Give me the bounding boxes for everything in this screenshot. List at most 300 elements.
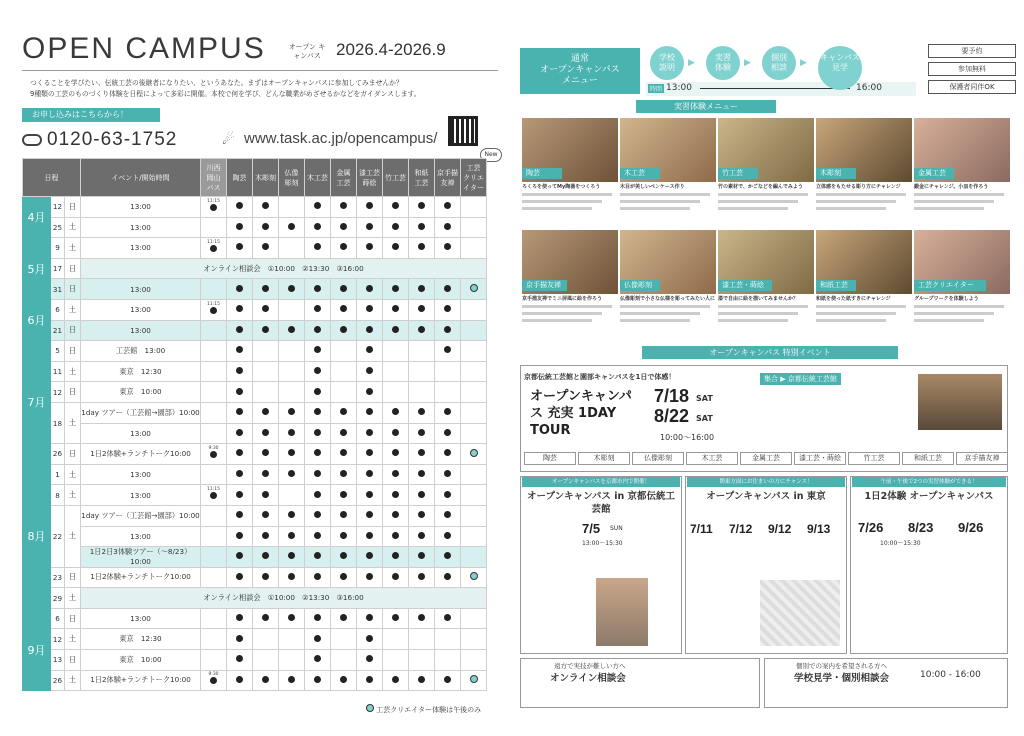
craft-cell [435, 217, 461, 238]
craft-cell [305, 567, 331, 588]
craft-cell [253, 402, 279, 423]
dow-cell: 日 [65, 382, 81, 403]
craft-cell [409, 361, 435, 382]
craft-cell [253, 505, 279, 526]
table-row [23, 547, 487, 568]
dow-cell: 日 [65, 608, 81, 629]
th-craft: 和紙 工芸 [409, 159, 435, 197]
qr-code[interactable] [448, 116, 478, 146]
day-cell: 26 [51, 444, 65, 465]
craft-cell [357, 279, 383, 300]
day-cell: 21 [51, 320, 65, 341]
dot-icon [392, 449, 399, 456]
dot-icon [236, 552, 243, 559]
dot-icon [366, 491, 373, 498]
craft-cell [357, 650, 383, 671]
craft-cell [357, 485, 383, 506]
dot-icon [288, 614, 295, 621]
day-cell: 8 [51, 485, 65, 506]
tour-date-2: 8/22 [654, 406, 690, 426]
dot-icon [314, 367, 321, 374]
twoexp-date: 8/23 [908, 520, 934, 535]
sun-label: SUN [610, 525, 623, 532]
craft-cell [435, 197, 461, 218]
dot-icon [314, 655, 321, 662]
desc-line [914, 312, 994, 315]
craft-cell [383, 547, 409, 568]
dot-icon [366, 676, 373, 683]
dot-icon [444, 511, 451, 518]
dot-icon [340, 676, 347, 683]
visit-head: 個別での案内を希望される方へ [796, 662, 887, 670]
craft-cell [409, 197, 435, 218]
craft-cell [383, 485, 409, 506]
day-cell: 6 [51, 608, 65, 629]
dot-icon [288, 429, 295, 436]
table-row [23, 299, 487, 320]
craft-cell [201, 361, 227, 382]
title-kana: オープン キャンパス [288, 43, 326, 60]
craft-cell [305, 279, 331, 300]
craft-cell [357, 608, 383, 629]
craft-cell [383, 629, 409, 650]
dot-icon [392, 408, 399, 415]
craft-cell [227, 608, 253, 629]
craft-chip: 木彫刻 [578, 452, 630, 465]
dow-cell: 日 [65, 279, 81, 300]
craft-cell [331, 238, 357, 259]
dot-icon [366, 223, 373, 230]
craft-cell [461, 197, 487, 218]
kyoto-time: 13:00～15:30 [582, 540, 623, 547]
craft-cell [461, 670, 487, 691]
craft-cell [357, 423, 383, 444]
event-cell: 1日2体験+ランチトーク10:00 [81, 670, 201, 691]
craft-cell [279, 485, 305, 506]
dot-icon [444, 470, 451, 477]
craft-cell [201, 650, 227, 671]
craft-cell [383, 299, 409, 320]
craft-cell [279, 320, 305, 341]
craft-cell [227, 505, 253, 526]
visit-title: 学校見学・個別相談会 [794, 673, 890, 684]
dot-icon [340, 202, 347, 209]
start-time: 13:00 [666, 83, 692, 93]
table-row [23, 217, 487, 238]
craft-cell [279, 670, 305, 691]
craft-cell [305, 526, 331, 547]
kyoto-photo [596, 578, 648, 646]
dot-icon [236, 470, 243, 477]
craft-cell [435, 238, 461, 259]
online-consult-cell: オンライン相談会 ①10:00 ②13:30 ③16:00 [81, 588, 487, 609]
craft-cell [357, 197, 383, 218]
craft-chip: 京手描友禅 [956, 452, 1008, 465]
craft-cell [435, 608, 461, 629]
dow-cell: 土 [65, 464, 81, 485]
kyoto-head: オープンキャンパスを京都市内で開催！ [522, 477, 680, 487]
dot-icon [262, 326, 269, 333]
teal-dot-icon [470, 284, 478, 292]
event-cell: 1day ツアー（工芸館→園部）10:00 [81, 505, 201, 526]
dot-icon [236, 676, 243, 683]
dot-icon [366, 655, 373, 662]
dot-icon [236, 655, 243, 662]
dot-icon [392, 552, 399, 559]
craft-cell [409, 382, 435, 403]
craft-cell [409, 238, 435, 259]
dot-icon [392, 202, 399, 209]
step-1: 実習 体験 [706, 46, 740, 80]
craft-cell [331, 670, 357, 691]
craft-cell [435, 402, 461, 423]
dot-icon [392, 511, 399, 518]
craft-label: 陶芸 [522, 168, 562, 179]
dot-icon [418, 408, 425, 415]
desc-line [620, 193, 710, 196]
craft-cell [435, 629, 461, 650]
dot-icon [366, 449, 373, 456]
dot-icon [392, 532, 399, 539]
craft-cell [383, 341, 409, 362]
event-cell: 13:00 [81, 299, 201, 320]
craft-cell [279, 608, 305, 629]
desc-line [522, 312, 602, 315]
table-row [23, 670, 487, 691]
day-cell: 31 [51, 279, 65, 300]
craft-cell [409, 423, 435, 444]
craft-cell [253, 567, 279, 588]
dot-icon [262, 202, 269, 209]
craft-cell [253, 485, 279, 506]
dot-icon [262, 552, 269, 559]
craft-desc: 木目が美しいペンケース作り [620, 184, 685, 190]
desc-line [620, 312, 700, 315]
arrow-icon: ▶ [688, 58, 695, 68]
time-label: 時間 [650, 86, 663, 93]
dot-icon [418, 326, 425, 333]
craft-cell [253, 423, 279, 444]
month-cell: 6月 [23, 299, 51, 340]
dot-icon [262, 243, 269, 250]
craft-cell [253, 197, 279, 218]
craft-cell [435, 382, 461, 403]
craft-cell [279, 341, 305, 362]
craft-label: 木彫刻 [816, 168, 856, 179]
craft-cell [357, 444, 383, 465]
craft-cell [409, 526, 435, 547]
craft-cell [461, 361, 487, 382]
dot-icon [262, 614, 269, 621]
craft-cell [383, 361, 409, 382]
craft-cell [357, 217, 383, 238]
craft-cell [201, 341, 227, 362]
table-row [23, 320, 487, 341]
dot-icon [340, 573, 347, 580]
craft-desc: ろくろを使ってMy陶器をつくろう [522, 184, 601, 190]
craft-cell [279, 197, 305, 218]
desc-line [718, 207, 788, 210]
craft-cell [227, 650, 253, 671]
craft-cell [461, 382, 487, 403]
dot-icon [418, 573, 425, 580]
craft-cell [201, 629, 227, 650]
twoexp-head: 午前・午後で2つの実習体験ができる！ [852, 477, 1006, 487]
dot-icon [340, 552, 347, 559]
month-cell: 5月 [23, 238, 51, 300]
table-row [23, 567, 487, 588]
dot-icon [418, 285, 425, 292]
dot-icon [314, 491, 321, 498]
teal-dot-icon [470, 449, 478, 457]
desc-line [522, 319, 592, 322]
dot-icon [340, 243, 347, 250]
craft-cell [435, 361, 461, 382]
tag-0: 要予約 [928, 44, 1016, 58]
dot-icon [444, 552, 451, 559]
craft-cell [227, 382, 253, 403]
dot-icon [340, 614, 347, 621]
desc-line [522, 200, 602, 203]
craft-cell [331, 547, 357, 568]
th-event: イベント/開始時間 [81, 159, 201, 197]
dot-icon [366, 532, 373, 539]
dot-icon [444, 429, 451, 436]
craft-cell [305, 197, 331, 218]
craft-label: 金属工芸 [914, 168, 954, 179]
th-craft: 金属 工芸 [331, 159, 357, 197]
dot-icon [236, 532, 243, 539]
dot-icon [236, 408, 243, 415]
craft-cell [461, 547, 487, 568]
website-link[interactable]: www.task.ac.jp/opencampus/ [244, 130, 438, 147]
craft-cell [201, 505, 227, 526]
craft-cell [305, 650, 331, 671]
craft-cell [305, 382, 331, 403]
craft-cell [461, 526, 487, 547]
phone-number[interactable]: 0120-63-1752 [47, 129, 178, 150]
dot-icon [418, 223, 425, 230]
craft-cell [383, 402, 409, 423]
arrow-icon: ▶ [800, 58, 807, 68]
event-cell: 東京 10:00 [81, 382, 201, 403]
event-cell: 東京 10:00 [81, 650, 201, 671]
craft-cell [409, 299, 435, 320]
dot-icon [262, 223, 269, 230]
day-cell: 22 [51, 505, 65, 567]
craft-desc: 仏像彫刻で小さな仏様を彫ってみたい人に [620, 296, 716, 302]
day-cell: 23 [51, 567, 65, 588]
desc-line [620, 305, 710, 308]
dow-cell: 土 [65, 505, 81, 567]
dot-icon [366, 573, 373, 580]
dow-cell: 日 [65, 567, 81, 588]
dot-icon [340, 408, 347, 415]
day-cell: 18 [51, 402, 65, 443]
craft-cell [253, 444, 279, 465]
craft-cell [383, 279, 409, 300]
dot-icon [392, 305, 399, 312]
title-rule [22, 70, 498, 71]
craft-cell [227, 279, 253, 300]
dot-icon [314, 202, 321, 209]
jisshu-header: 実習体験メニュー [636, 100, 776, 113]
event-cell: 1day ツアー（工芸館→園部）10:00 [81, 402, 201, 423]
craft-desc: グループワークを体験しよう [914, 296, 979, 302]
desc-line [914, 200, 994, 203]
craft-cell [201, 299, 227, 320]
th-craft: 木彫刻 [253, 159, 279, 197]
craft-cell [227, 567, 253, 588]
dot-icon [392, 285, 399, 292]
visit-time: 10:00 - 16:00 [920, 670, 981, 680]
craft-cell [461, 444, 487, 465]
event-cell: 13:00 [81, 608, 201, 629]
dot-icon [314, 532, 321, 539]
table-row [23, 382, 487, 403]
craft-cell [331, 485, 357, 506]
desc-line [816, 200, 896, 203]
craft-cell [279, 505, 305, 526]
craft-cell [253, 279, 279, 300]
dot-icon [444, 449, 451, 456]
dot-icon [366, 243, 373, 250]
dot-icon [210, 492, 217, 499]
craft-cell [253, 341, 279, 362]
table-row [23, 629, 487, 650]
dot-icon [314, 676, 321, 683]
craft-cell [227, 320, 253, 341]
dot-icon [418, 243, 425, 250]
desc-line [914, 207, 984, 210]
craft-cell [357, 402, 383, 423]
dot-icon [392, 429, 399, 436]
craft-cell [357, 629, 383, 650]
craft-cell [305, 444, 331, 465]
dot-icon [392, 326, 399, 333]
craft-cell [279, 526, 305, 547]
table-row [23, 361, 487, 382]
desc-line [816, 207, 886, 210]
dot-icon [314, 305, 321, 312]
event-cell: 13:00 [81, 279, 201, 300]
menu-title: 通常 オープンキャンパス メニュー [540, 54, 620, 86]
dot-icon [262, 429, 269, 436]
craft-cell [461, 567, 487, 588]
dot-icon [392, 223, 399, 230]
craft-cell [253, 650, 279, 671]
dot-icon [314, 388, 321, 395]
craft-cell [461, 650, 487, 671]
apply-banner[interactable]: お申し込みはこちらから！ [22, 108, 160, 122]
tour-head: 京都伝統工芸館と園部キャンパスを1日で体感！ [524, 373, 676, 381]
dot-icon [418, 614, 425, 621]
craft-label: 漆工芸・蒔絵 [718, 280, 772, 291]
dot-icon [340, 285, 347, 292]
craft-cell [305, 485, 331, 506]
dot-icon [340, 491, 347, 498]
th-craft: 仏像 彫刻 [279, 159, 305, 197]
craft-cell [435, 423, 461, 444]
sat-label: SAT [696, 394, 713, 403]
craft-cell [253, 526, 279, 547]
craft-cell [227, 444, 253, 465]
craft-cell [253, 238, 279, 259]
day-cell: 13 [51, 650, 65, 671]
dot-icon [392, 573, 399, 580]
craft-cell [305, 341, 331, 362]
craft-chip: 漆工芸・蒔絵 [794, 452, 846, 465]
craft-cell [409, 464, 435, 485]
dot-icon [288, 676, 295, 683]
table-row [23, 423, 487, 444]
craft-cell [461, 629, 487, 650]
step-2: 個別 相談 [762, 46, 796, 80]
craft-cell [409, 547, 435, 568]
craft-cell [409, 670, 435, 691]
dot-icon [418, 470, 425, 477]
craft-cell [201, 382, 227, 403]
desc-line [914, 305, 1004, 308]
table-row [23, 444, 487, 465]
craft-cell [305, 320, 331, 341]
craft-cell [383, 238, 409, 259]
kyoto-title: オープンキャンパス in 京都伝統工芸館 [526, 491, 676, 515]
event-cell: 1日2体験+ランチトーク10:00 [81, 444, 201, 465]
day-cell: 12 [51, 197, 65, 218]
dot-icon [340, 511, 347, 518]
table-row [23, 526, 487, 547]
day-cell: 26 [51, 670, 65, 691]
dow-cell: 土 [65, 217, 81, 238]
dow-cell: 日 [65, 650, 81, 671]
dow-cell: 土 [65, 361, 81, 382]
craft-cell [227, 464, 253, 485]
craft-cell [409, 485, 435, 506]
dot-icon [288, 285, 295, 292]
desc-line [620, 207, 690, 210]
dot-icon [366, 388, 373, 395]
desc-line [718, 200, 798, 203]
craft-chip: 陶芸 [524, 452, 576, 465]
event-cell: 13:00 [81, 197, 201, 218]
craft-desc: 和紙を使った紙すきにチャレンジ [816, 296, 891, 302]
craft-cell [435, 464, 461, 485]
dot-icon [418, 552, 425, 559]
craft-cell [305, 670, 331, 691]
craft-cell [435, 567, 461, 588]
craft-cell [279, 567, 305, 588]
craft-cell [201, 197, 227, 218]
dot-icon [366, 408, 373, 415]
dot-icon [444, 532, 451, 539]
dot-icon [340, 532, 347, 539]
bus-time: 11:15 [207, 239, 220, 245]
schedule-table [22, 158, 487, 691]
desc-line [718, 305, 808, 308]
online-title: オンライン相談会 [550, 673, 626, 684]
th-date: 日程 [23, 159, 81, 197]
craft-cell [461, 402, 487, 423]
craft-cell [357, 299, 383, 320]
tour-date-1: 7/18 [654, 386, 690, 406]
online-consult-cell: オンライン相談会 ①10:00 ②13:30 ③16:00 [81, 258, 487, 279]
dot-icon [444, 346, 451, 353]
bus-time: 11:15 [207, 487, 220, 493]
craft-cell [383, 526, 409, 547]
dot-icon [418, 676, 425, 683]
dot-icon [236, 429, 243, 436]
